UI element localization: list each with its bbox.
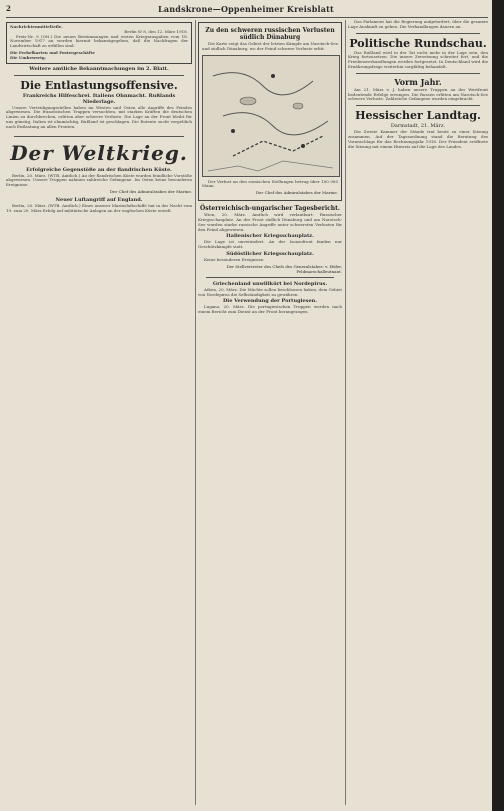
article-body: Die Zweite Kammer der Stände trat heute zu einer Sitzung zusammen. Auf der Tagesordnung stand die Beratung des Voranschlags für das Rechnungsjahr 1918. Der Präsident eröffnete die Sitzung mit einem Hinweis auf die Lage des Landes. bbox=[348, 129, 488, 149]
article-body: Lugano, 20. März. Die portugiesischen Truppen werden nach einem Bericht zum Dienst an der Front herangezogen. bbox=[198, 304, 342, 315]
map-box bbox=[198, 22, 342, 201]
info-box bbox=[6, 22, 192, 64]
battle-map bbox=[202, 55, 340, 177]
info-subheading: Die Umbewertg. bbox=[10, 54, 47, 60]
article-body: Berlin, 20. März. (WTB. Amtlich.) Eines unserer Marineluftschiffe hat in der Nacht vom 19. zum 20. März Erfolg auf militärische Anlagen an der englischen Küste erzielt. bbox=[6, 202, 192, 213]
info-heading: Nachrichtenmittelteile. bbox=[10, 24, 63, 29]
notice: Weitere amtliche Bekanntmachungen im 2. Blatt. bbox=[29, 65, 169, 72]
masthead bbox=[0, 4, 492, 16]
article-body: Wien, 20. März. Amtlich wird verlautbart: Russischer Kriegsschauplatz. An der Front südlich Dünaburg und am Narotsch-See wurden starke russische Angriffe unter schwersten Verlusten für den Feind abgewiesen. bbox=[198, 212, 342, 232]
map-intro: Die Karte zeigt das Gebiet der letzten Kämpfe am Narotsch-See und südlich Dünaburg, wo der Feind schwere Verluste erlitt. bbox=[202, 41, 338, 51]
divider bbox=[14, 75, 184, 76]
page-edge-shadow bbox=[492, 0, 504, 811]
divider bbox=[14, 136, 184, 137]
article-body: Unsere Verteidigungsstellen haben im Westen und Osten alle Angriffe des Feindes abgewiesen. Die französischen Truppen versuchten, mit starken Kräften die deutschen Linien zu durchbrechen, erlitten aber schwere Verluste. Die Lage an der Front bleibt für uns günstig. Italien ist ohnmächtig, Rußland ist geschlagen. Die Entente sucht vergeblich nach Entlastung an allen Fronten. bbox=[6, 104, 192, 129]
article-headline: Hessischer Landtag. bbox=[355, 109, 481, 123]
article-subheadline: Südöstlicher Kriegsschauplatz. bbox=[226, 250, 314, 257]
page-number: 2 bbox=[6, 4, 12, 13]
column-right bbox=[348, 20, 488, 808]
article-body: Die Lage ist unverändert. An der Isonzofront fanden nur Geschützkämpfe statt. bbox=[198, 239, 342, 250]
map-headline: Zu den schweren russischen Verlusten südlich Dünaburg bbox=[205, 27, 335, 41]
map-caption: Der Verlust an den russischen Stellungen betrug über 100 000 Mann. bbox=[202, 178, 338, 189]
article-headline: Österreichisch-ungarischer Tagesbericht. bbox=[200, 205, 340, 213]
newspaper-title: Landskrone—Oppenheimer Kreisblatt bbox=[158, 4, 334, 14]
article-body: Athen, 20. März. Die Mächte sollen beschlossen haben, dem Gebiet von Nordepirus die Selbständigkeit zu gewähren. bbox=[198, 286, 342, 297]
info-date: Berlin W 8, den 12. März 1918. bbox=[124, 28, 188, 34]
article-subheadline: Neuer Luftangriff auf England. bbox=[55, 196, 143, 203]
article-subheadline: Die Verwendung der Portugiesen. bbox=[222, 298, 318, 305]
article-headline: Vorm Jahr. bbox=[394, 76, 442, 87]
column-divider bbox=[195, 20, 196, 805]
article-subheadline: Frankreichs Hilfeschrei. Italiens Ohnmacht. Rußlands Niederlage. bbox=[22, 92, 176, 105]
info-subheading: Die Ferkelkarten und Fostergeschäfte bbox=[10, 49, 95, 55]
article-body: Keine besonderen Ereignisse. bbox=[204, 256, 265, 262]
article-headline: Politische Rundschau. bbox=[349, 36, 487, 50]
divider bbox=[356, 105, 480, 106]
article-body: Das Parlament hat die Regierung aufgefordert, über die gesamte Lage Auskunft zu geben. Die Verhandlungen dauern an. bbox=[348, 20, 488, 29]
signature: Der Chef des Admiralstabes der Marine. bbox=[255, 190, 338, 196]
section-subheadline: Erfolgreiche Gegenstöße an der flandrischen Küste. bbox=[26, 166, 172, 173]
article-subheadline: Griechenland unwillkürt bei Nordepirus. bbox=[212, 280, 328, 287]
signature: Der Chef des Admiralstabes der Marine. bbox=[109, 188, 192, 194]
article-subheadline: Italienischer Kriegsschauplatz. bbox=[226, 233, 314, 240]
divider bbox=[356, 33, 480, 34]
article-body: Berlin, 20. März. (WTB. Amtlich.) An der flandrischen Küste wurden feindliche Vorstöße abgewiesen. Unsere Truppen nahmen zahlreiche Gefangene. Im Osten keine besonderen Ereignisse. bbox=[6, 172, 192, 188]
article-headline: Die Entlastungsoffensive. bbox=[20, 78, 178, 92]
masthead-rule bbox=[6, 17, 488, 18]
column-middle bbox=[198, 20, 342, 808]
column-divider bbox=[345, 20, 346, 805]
article-body: Das Rußland wird in der Tat nicht mehr in der Lage sein, den Krieg fortzusetzen. Die innere Zersetzung schreitet fort, und die Friedensverhandlungen werden fortgesetzt. In Deutschland wird die Ernährungsfrage weiterhin sorgfältig behandelt. bbox=[348, 49, 488, 69]
divider bbox=[356, 73, 480, 74]
column-left bbox=[6, 20, 192, 808]
divider bbox=[206, 277, 334, 278]
section-headline: Der Weltkrieg. bbox=[10, 140, 188, 165]
dateline: Darmstadt, 21. März. bbox=[390, 123, 446, 130]
signature: Der Stellvertreter des Chefs des Generalstabes: v. Höfer, Feldmarschalleutnant. bbox=[226, 263, 342, 274]
info-text: Preis-Nr. 9 (Ott.) Die neuen Bestimmungen und ersten Kriegsausgaben vom 18. November 1917 an werden hiermit bekanntgegeben, daß die Nachfragen der Landwirtschaft zu erfüllen sind. bbox=[10, 33, 188, 49]
article-body: Am 21. März v. J. haben unsere Truppen an der Westfront bedeutende Erfolge errungen. Die Russen erlitten am Narotsch-See schwere Verluste. Zahlreiche Gefangene wurden eingebracht. bbox=[348, 86, 488, 102]
